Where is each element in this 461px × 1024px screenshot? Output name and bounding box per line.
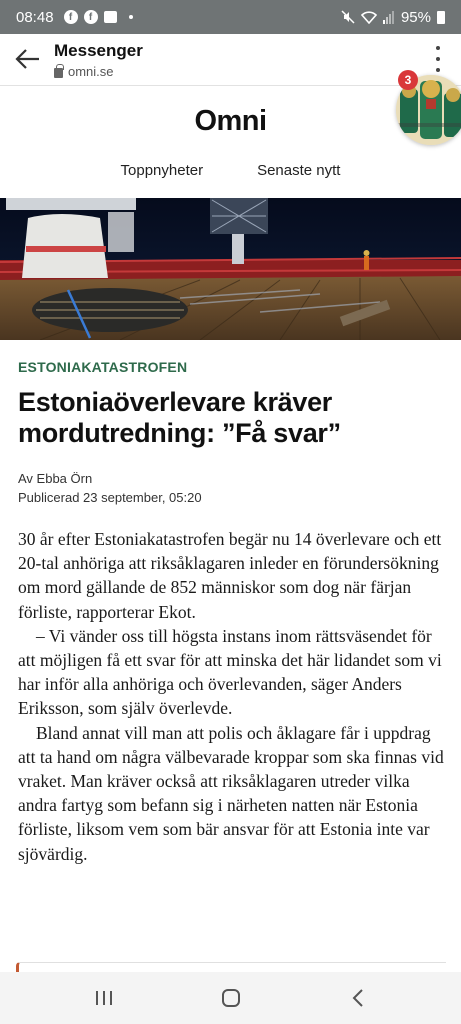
more-options-icon[interactable] — [435, 46, 441, 72]
status-bar — [0, 0, 461, 34]
home-icon[interactable] — [211, 978, 251, 1018]
facebook-icon: f — [64, 10, 78, 24]
article-hero-image — [0, 198, 461, 340]
browser-url — [54, 64, 114, 79]
notification-badge: 3 — [398, 70, 418, 90]
battery-icon — [437, 11, 445, 24]
site-nav — [0, 162, 461, 179]
back-arrow-icon[interactable] — [13, 46, 43, 72]
mute-icon — [341, 10, 355, 24]
recents-icon[interactable] — [84, 978, 124, 1018]
article-category[interactable]: ESTONIAKATASTROFEN — [18, 359, 188, 375]
article-paragraph: Bland annat vill man att polis och åklagare får i uppdrag att ta hand om några välbevarade kroppar som ska finnas vid vraket. Man kräver också att riksåklagaren utreder vilka andra fartyg som befann sig i närheten natten när Estonia förliste, liksom vem som bär ansvar för att Estonia inte var sjövärdig. — [18, 722, 444, 864]
back-icon[interactable] — [338, 978, 378, 1018]
dot-icon — [129, 15, 133, 19]
article-body — [18, 527, 448, 866]
facebook-icon: f — [84, 10, 98, 24]
wifi-icon — [361, 11, 377, 24]
tab-senaste-nytt[interactable]: Senaste nytt — [257, 162, 341, 179]
article-published-date: Publicerad 23 september, 05:20 — [18, 490, 202, 505]
article-paragraph: – Vi vänder oss till högsta instans inom rättsväsendet för att möjligen få ett svar för att minska det här lidandet som vi har inför alla anhöriga och överlevanden, säger Anders Eriksson, som själv överlevde. — [18, 625, 442, 719]
signal-icon — [383, 11, 395, 24]
tab-toppnyheter[interactable]: Toppnyheter — [120, 162, 204, 179]
lock-icon — [54, 68, 63, 78]
omni-logo[interactable]: Omni — [194, 105, 267, 137]
battery-level: 95% — [400, 8, 431, 26]
article-paragraph: 30 år efter Estoniakatastrofen begär nu 14 överlevare och ett 20-tal anhöriga att riksåklagaren inleder en förundersökning om mord gällande de 852 människor som dog när färjan förliste, rapporterar Ekot. — [18, 529, 442, 622]
in-app-browser-bar — [0, 34, 461, 86]
article-author: Av Ebba Örn — [18, 471, 93, 486]
android-nav-bar — [0, 972, 461, 1024]
url-text: omni.se — [68, 64, 114, 79]
article-headline: Estoniaöverlevare kräver mordutredning: ”Få svar” — [18, 387, 341, 448]
image-icon — [104, 11, 117, 23]
browser-title: Messenger — [54, 41, 143, 60]
status-time: 08:48 — [16, 8, 54, 26]
